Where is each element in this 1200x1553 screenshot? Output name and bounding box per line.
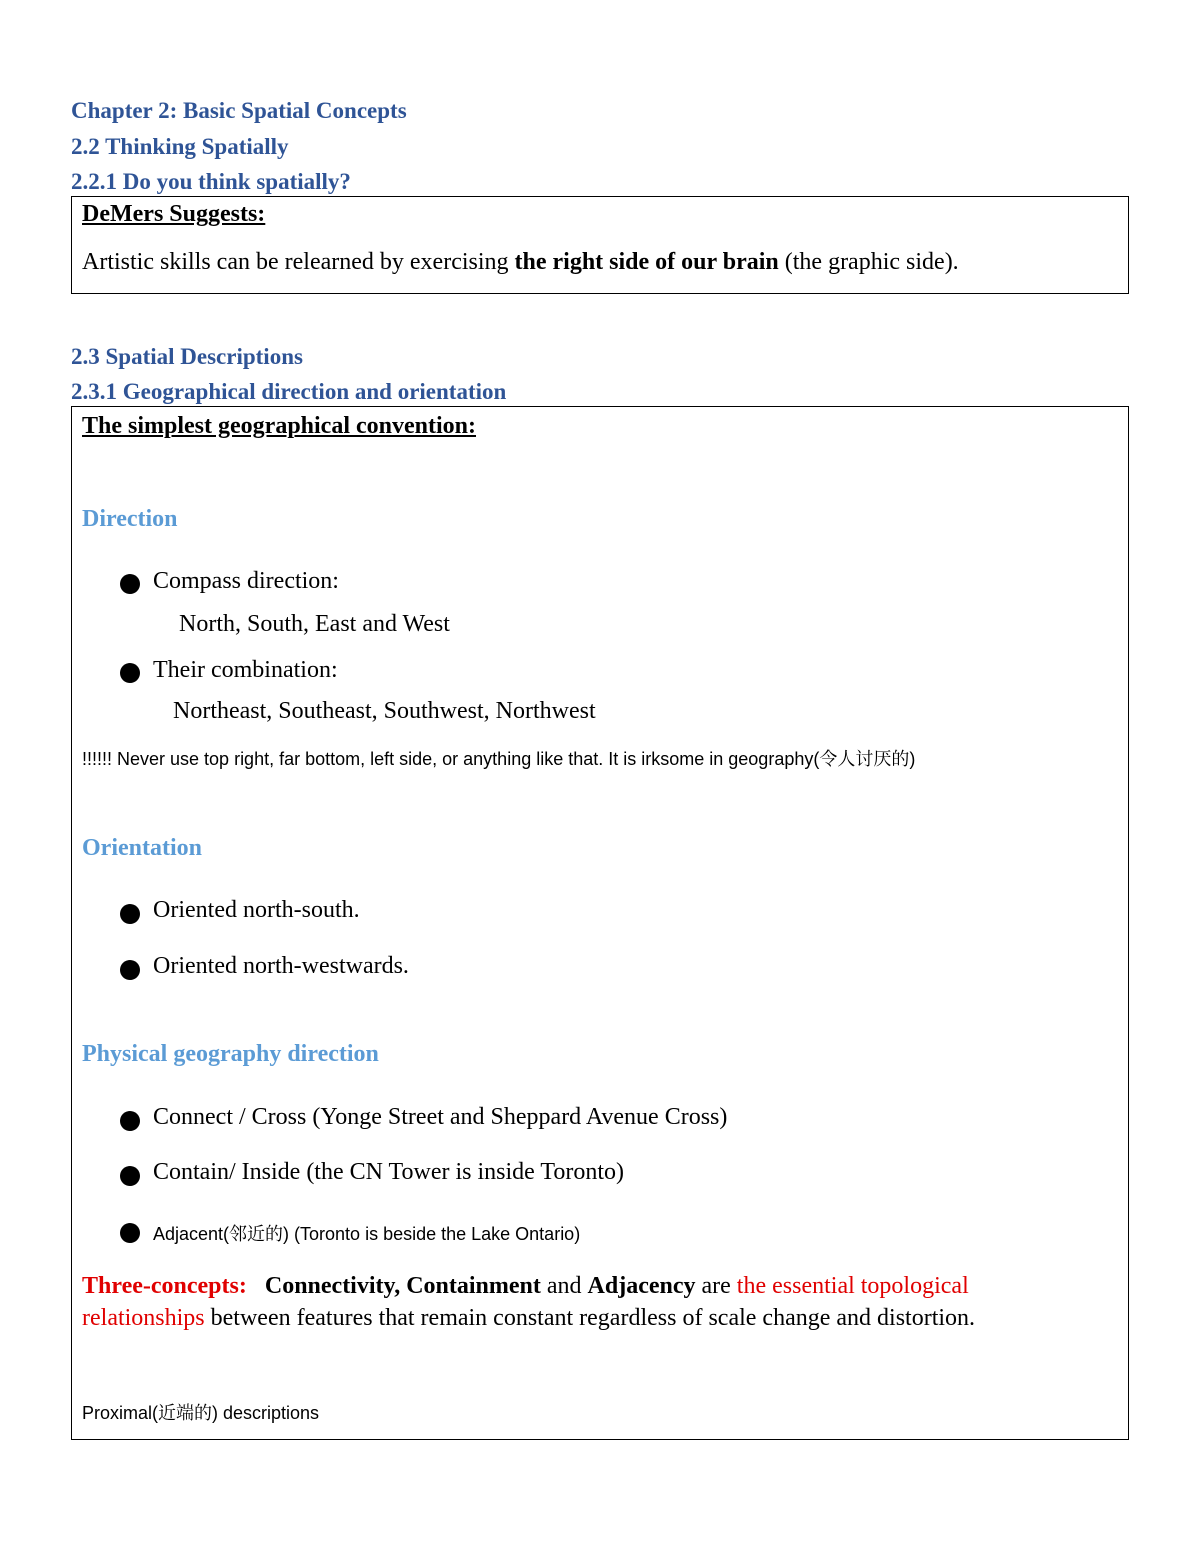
- chapter-heading: Chapter 2: Basic Spatial Concepts: [71, 98, 407, 123]
- orientation-item: Oriented north-south.: [153, 897, 360, 923]
- three-concepts-line1: [82, 1273, 969, 1300]
- bullet-icon: [120, 1166, 140, 1186]
- bullet-icon: [120, 574, 140, 594]
- convention-box: [71, 406, 1129, 1440]
- demers-box: [71, 196, 1129, 294]
- demers-text-bold: the right side of our brain: [514, 249, 779, 275]
- demers-text-end: (the graphic side).: [778, 249, 959, 275]
- orientation-heading: Orientation: [82, 835, 202, 861]
- section-heading-2-3: 2.3 Spatial Descriptions: [71, 344, 303, 369]
- three-concepts-line2: [82, 1305, 975, 1332]
- relationships-highlight: relationships: [82, 1305, 205, 1331]
- orientation-item: Oriented north-westwards.: [153, 953, 409, 979]
- section-heading-2-2: 2.2 Thinking Spatially: [71, 134, 289, 159]
- word-are: are: [701, 1273, 731, 1299]
- physical-item: Adjacent(邻近的) (Toronto is beside the Lake Ontario): [153, 1224, 581, 1244]
- concept-containment: Containment: [406, 1273, 541, 1299]
- demers-text-start: Artistic skills can be relearned by exercising: [82, 249, 515, 275]
- combination-detail: Northeast, Southeast, Southwest, Northwest: [173, 698, 596, 724]
- section-heading-2-3-1: 2.3.1 Geographical direction and orientation: [71, 379, 507, 404]
- concept-connectivity: Connectivity,: [264, 1273, 401, 1299]
- direction-note: !!!!!! Never use top right, far bottom, left side, or anything like that. It is irksome in geography(令人讨厌的): [82, 749, 916, 769]
- physical-item: Connect / Cross (Yonge Street and Sheppard Avenue Cross): [153, 1104, 728, 1130]
- word-and: and: [546, 1273, 582, 1299]
- bullet-icon: [120, 1223, 140, 1243]
- three-concepts-label: Three-concepts:: [82, 1273, 247, 1299]
- topological-highlight: the essential topological: [736, 1273, 969, 1299]
- bullet-icon: [120, 960, 140, 980]
- convention-title: The simplest geographical convention:: [82, 413, 476, 439]
- bullet-icon: [120, 663, 140, 683]
- three-concepts-rest: between features that remain constant regardless of scale change and distortion.: [204, 1305, 976, 1331]
- demers-title: DeMers Suggests:: [82, 201, 266, 227]
- physical-heading: Physical geography direction: [82, 1041, 379, 1067]
- combination-label: Their combination:: [153, 657, 338, 683]
- compass-direction-label: Compass direction:: [153, 568, 339, 594]
- proximal-descriptions: Proximal(近端的) descriptions: [82, 1403, 320, 1423]
- demers-text: [82, 249, 959, 276]
- direction-heading: Direction: [82, 506, 178, 532]
- concept-adjacency: Adjacency: [587, 1273, 696, 1299]
- physical-item: Contain/ Inside (the CN Tower is inside Toronto): [153, 1159, 625, 1185]
- bullet-icon: [120, 1111, 140, 1131]
- compass-direction-detail: North, South, East and West: [179, 611, 450, 637]
- bullet-icon: [120, 904, 140, 924]
- section-heading-2-2-1: 2.2.1 Do you think spatially?: [71, 169, 351, 194]
